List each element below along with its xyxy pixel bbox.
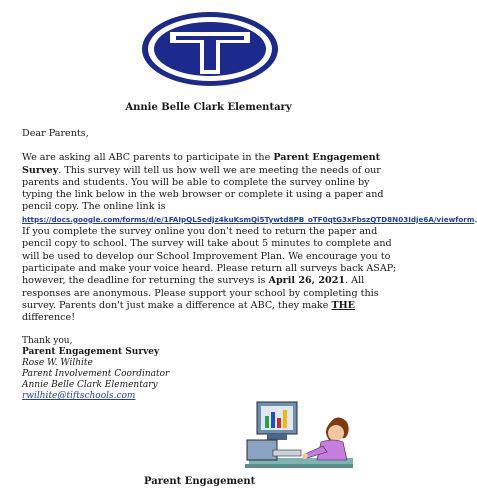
text-run: difference! xyxy=(22,312,76,324)
deadline-date: April 26, 2021 xyxy=(268,275,346,287)
text-run: . All responses are anonymous. Please support your school by completing this survey. Parents don't just make a difference at ABC, they make xyxy=(22,275,379,311)
text-run: We are asking all ABC parents xyxy=(22,152,171,164)
survey-name: Parent Engagement Survey xyxy=(22,152,381,176)
emphasis-the: THE xyxy=(331,299,355,311)
signature-block xyxy=(22,336,400,402)
school-title: Annie Belle Clark Elementary xyxy=(125,102,292,113)
signer-name: Rose W. Wilhite xyxy=(22,358,93,369)
computer-user-clipart xyxy=(243,400,355,476)
school-logo xyxy=(140,10,280,88)
signer-role: Parent Involvement Coordinator xyxy=(22,369,170,380)
thanks: Thank you, xyxy=(22,336,73,347)
footer-label: Parent Engagement xyxy=(144,476,256,487)
signer-email[interactable]: rwilhite@tiftschools.com xyxy=(22,391,136,402)
text-run: to participate in the xyxy=(170,152,274,164)
letter-body xyxy=(22,128,475,402)
text-run: . This survey will tell us how well we are meeting the needs of our parents and students. You will be able to complete the survey online by typing the link below in the web browser or complete it using a paper and pencil copy. The online link is xyxy=(22,164,384,213)
greeting: Dear Parents, xyxy=(22,128,89,139)
survey-paragraph xyxy=(22,152,475,324)
survey-link[interactable]: https://docs.google.com/forms/d/e/1FAIpQLSedjz4kuKsmQi5Tywtd8PB_oTF0qtG3xFbszQTD8N03Idje6A/viewform xyxy=(22,214,475,224)
signature-survey: Parent Engagement Survey xyxy=(22,347,160,358)
text-run: If you complete the survey online you don't need to return the paper and pencil copy to school. The survey will take about 5 minutes to complete and will be used to develop our School Improvement Plan. We encourage you to participate and make your voice heard. Please return all surveys back ASAP; however, the deadline for returning the surveys is xyxy=(22,226,397,287)
signer-school: Annie Belle Clark Elementary xyxy=(22,380,158,391)
